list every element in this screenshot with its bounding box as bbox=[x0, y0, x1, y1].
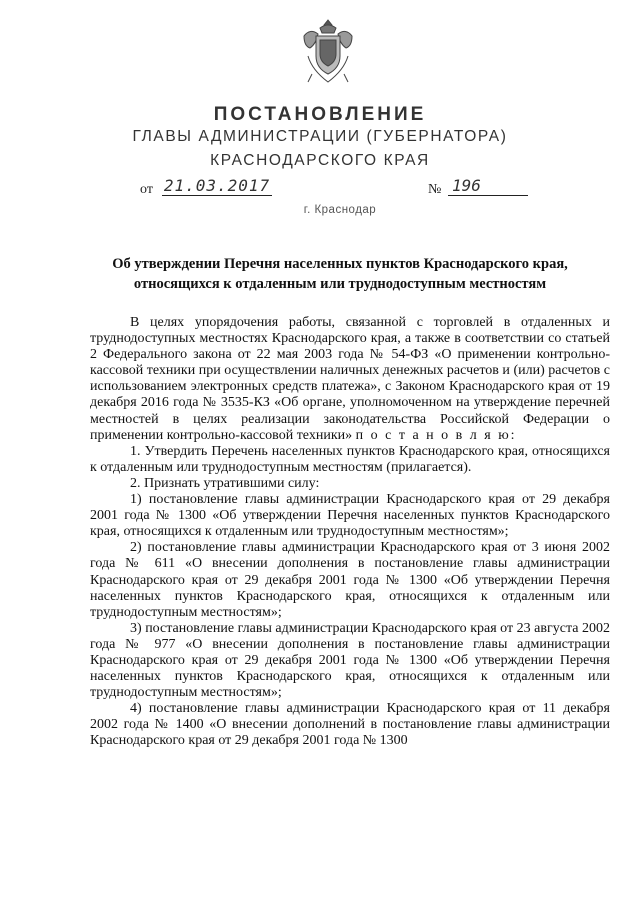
number-label: № bbox=[428, 182, 442, 197]
handwritten-number: 196 bbox=[448, 176, 528, 196]
city-label: г. Краснодар bbox=[303, 204, 377, 216]
handwritten-date: 21.03.2017 bbox=[163, 176, 271, 195]
coat-of-arms-emblem bbox=[300, 16, 356, 86]
document-title-line2: относящихся к отдаленным или труднодоступным местностям bbox=[133, 276, 547, 292]
subitem-1: 1) постановление главы администрации Краснодарского края от 29 декабря 2001 года № 1300 «Об утверждении Перечня населенных пунктов Краснодарского края, относящихся к отдаленным или труднодоступным местностям»; bbox=[90, 492, 610, 540]
preamble-text: В целях упорядочения работы, связанной с торговлей в отдаленных и труднодоступных местностях Краснодарского края, а также в соответствии со статьей 2 Федерального закона от 22 мая 2003 года № 54-ФЗ «О применении контрольно-кассовой техники при осуществлении наличных денежных расчетов и (или) расчетов с использованием электронных средств платежа», с Законом Краснодарского края от 19 декабря 2016 года № 3535-КЗ «Об органе, уполномоченном на утверждение перечней местностей в целях реализации законодательства Российской Федерации о применении контрольно-кассовой техники» bbox=[90, 315, 610, 443]
region-heading: КРАСНОДАРСКОГО КРАЯ bbox=[210, 152, 430, 169]
date-label: от bbox=[140, 182, 153, 197]
document-body bbox=[90, 315, 610, 750]
preamble-paragraph bbox=[90, 315, 610, 444]
issuer-heading: ГЛАВЫ АДМИНИСТРАЦИИ (ГУБЕРНАТОРА) bbox=[132, 128, 508, 145]
subitem-4: 4) постановление главы администрации Краснодарского края от 11 декабря 2002 года № 1400 «О внесении дополнений в постановление главы администрации Краснодарского края от 29 декабря 2001 года № 1300 bbox=[90, 701, 610, 749]
subitem-3: 3) постановление главы администрации Краснодарского края от 23 августа 2002 года № 977 «О внесении дополнения в постановление главы администрации Краснодарского края от 29 декабря 2001 года № 1300 «Об утверждении Перечня населенных пунктов Краснодарского края, относящихся к отдаленным или труднодоступным местностям»; bbox=[90, 620, 610, 701]
document-title-line1: Об утверждении Перечня населенных пунктов Краснодарского края, bbox=[112, 256, 568, 272]
subitem-2: 2) постановление главы администрации Краснодарского края от 3 июня 2002 года № 611 «О внесении дополнения в постановление главы администрации Краснодарского края от 29 декабря 2001 года № 1300 «Об утверждении Перечня населенных пунктов Краснодарского края, относящихся к отдаленным или труднодоступным местностям»; bbox=[90, 540, 610, 620]
document-type-heading: ПОСТАНОВЛЕНИЕ bbox=[213, 104, 427, 125]
item-2: 2. Признать утратившими силу: bbox=[130, 475, 320, 491]
document-title bbox=[90, 254, 590, 294]
resolve-word: п о с т а н о в л я ю: bbox=[355, 427, 517, 443]
item-1: 1. Утвердить Перечень населенных пунктов Краснодарского края, относящихся к отдаленным или труднодоступным местностям (прилагается). bbox=[90, 443, 610, 475]
